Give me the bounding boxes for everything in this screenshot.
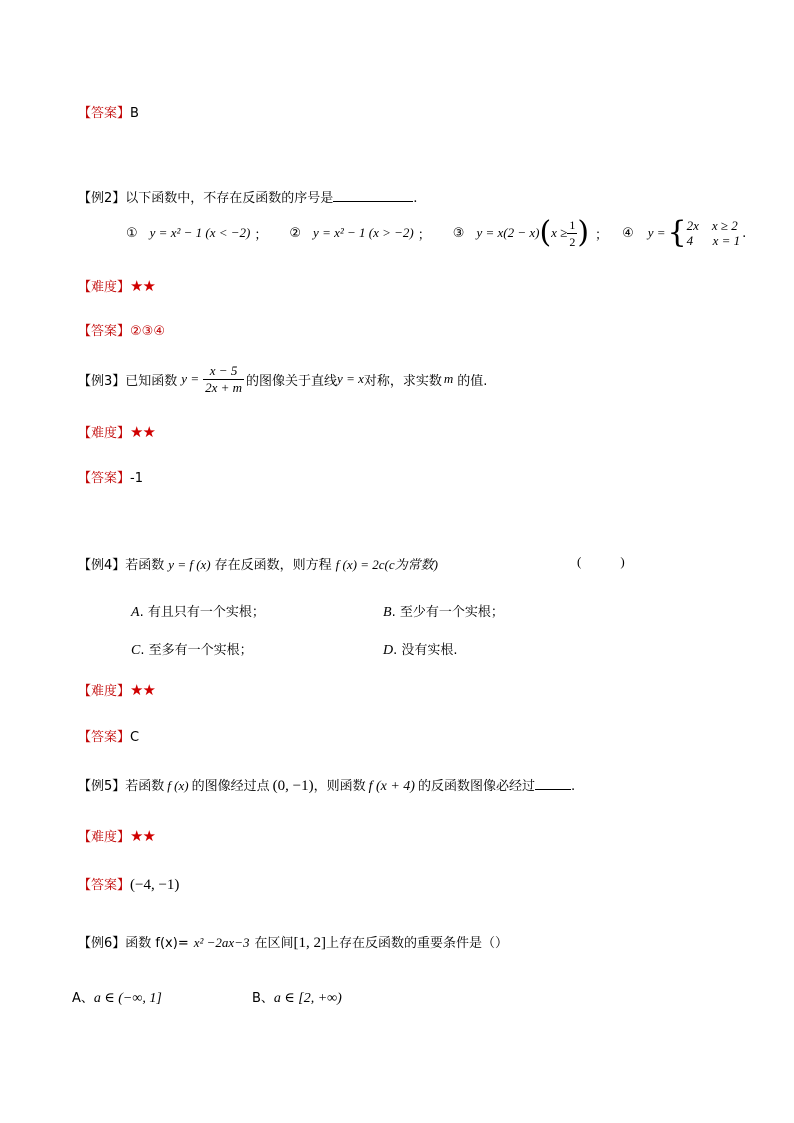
difficulty-tag: 【难度】 [78,280,131,295]
formula: f (x) = 2c(c为常数) [335,557,438,572]
piecewise-cases [687,218,741,248]
answer-tag: 【答案】 [78,324,131,339]
example-text: 以下函数中，不存在反函数的序号是 [125,191,334,206]
option-text: . 没有实根. [393,643,458,658]
example-2-options [126,213,746,253]
answer-line-5 [78,874,179,894]
option-D [383,639,458,659]
example-text: 已知函数 [125,373,178,389]
period: . [742,225,747,241]
example-6-option-A [72,987,162,1007]
difficulty-line-2 [78,276,155,295]
option-C [131,639,253,659]
fraction [567,217,577,250]
formula: f (x + 4) [368,779,415,794]
option-formula: a ∈ (−∞, 1] [93,991,162,1006]
right-paren: ) [577,215,590,250]
period: . [413,191,418,206]
answer-value: B [130,106,139,121]
interval: [1, 2] [293,935,326,951]
example-tag: 【例3】 [78,373,126,389]
example-text: 对称，求实数 [363,373,442,389]
formula: y = f (x) [168,557,211,572]
option-letter: B [383,605,392,620]
example-text: 的图像关于直线 [246,373,338,389]
variable-m: m [443,371,454,386]
formula: x² −2ax−3 [193,935,250,950]
star-rating: ★★ [130,681,155,699]
answer-tag: 【答案】 [78,730,131,745]
left-paren: ( [539,215,552,250]
answer-blank [535,789,571,790]
difficulty-tag: 【难度】 [78,426,131,441]
example-text: ，则函数 [313,779,366,794]
example-text: 若函数 [125,558,165,573]
example-5-stem [78,775,575,795]
example-3-stem [78,358,487,400]
answer-tag: 【答案】 [78,106,131,121]
left-brace: { [667,215,687,250]
star-rating: ★★ [130,423,155,441]
option-text: . 至少有一个实根； [391,605,504,620]
answer-value: -1 [130,471,143,486]
answer-line-4 [78,726,139,745]
option-number: ④ [622,225,634,241]
answer-value: (−4, −1) [130,877,180,893]
example-2-stem [78,187,417,206]
difficulty-line-3 [78,422,155,441]
formula-y: y = [181,371,200,386]
answer-line-1 [78,102,139,121]
option-B [383,601,504,621]
option-number: ② [289,225,302,241]
answer-line-2 [78,320,165,339]
option-formula: a ∈ [2, +∞) [273,991,342,1006]
example-text: 若函数 [125,779,165,794]
difficulty-line-4 [78,680,155,699]
choice-paren: ( ) [577,554,625,569]
separator: ； [595,227,609,243]
fraction-numerator: 1 [569,217,576,232]
option-label: B、 [252,991,274,1006]
period: . [570,779,576,794]
option-A [131,601,265,621]
example-6-option-B [252,987,342,1007]
answer-blank [333,201,413,202]
case-row-1: 2x x ≥ 2 [686,218,738,233]
example-text: 的反函数图像必经过 [417,779,535,794]
option-2-formula: y = x² − 1 (x > −2) [313,225,414,240]
option-number: ③ [452,225,465,241]
option-letter: D [383,643,394,658]
option-letter: C [131,643,141,658]
star-rating: ★★ [130,277,155,295]
example-text: 在区间 [254,936,294,951]
option-letter: A [131,605,140,620]
fraction-denominator: 2x + m [205,379,243,395]
answer-tag: 【答案】 [78,878,131,893]
example-text: 的值. [457,373,488,389]
option-text: . 至多有一个实根； [140,643,253,658]
option-3-condition: x ≥ [551,225,568,240]
example-tag: 【例5】 [78,779,126,794]
option-text: . 有且只有一个实根； [139,605,265,620]
example-4-stem [78,554,438,573]
formula: f (x) [167,778,189,793]
example-tag: 【例2】 [78,191,126,206]
answer-value: C [130,730,140,745]
answer-line-3 [78,467,143,486]
example-text: 函数 f(x)= [125,936,189,951]
answer-tag: 【答案】 [78,471,131,486]
difficulty-tag: 【难度】 [78,684,131,699]
example-text: 存在反函数，则方程 [214,558,332,573]
point: (0, −1) [272,778,314,794]
difficulty-line-5 [78,826,155,845]
separator: ； [417,227,431,243]
fraction [203,363,244,396]
star-rating: ★★ [130,827,155,845]
formula-line: y = x [337,371,364,386]
example-tag: 【例6】 [78,936,126,951]
option-number: ① [126,225,138,241]
option-label: A、 [72,991,94,1006]
difficulty-tag: 【难度】 [78,830,131,845]
fraction-denominator: 2 [569,234,576,249]
example-tag: 【例4】 [78,558,126,573]
option-1-formula: y = x² − 1 (x < −2) [149,225,251,240]
example-text: 上存在反函数的重要条件是（） [325,936,508,951]
example-6-stem [78,932,508,952]
option-4-y: y = [647,225,666,240]
option-3-formula: y = x(2 − x) [476,225,540,240]
fraction-numerator: x − 5 [203,363,244,380]
separator: ； [254,227,268,243]
example-text: 的图像经过点 [191,779,270,794]
case-row-2: 4 x = 1 [686,233,741,248]
answer-value: ②③④ [130,324,165,339]
